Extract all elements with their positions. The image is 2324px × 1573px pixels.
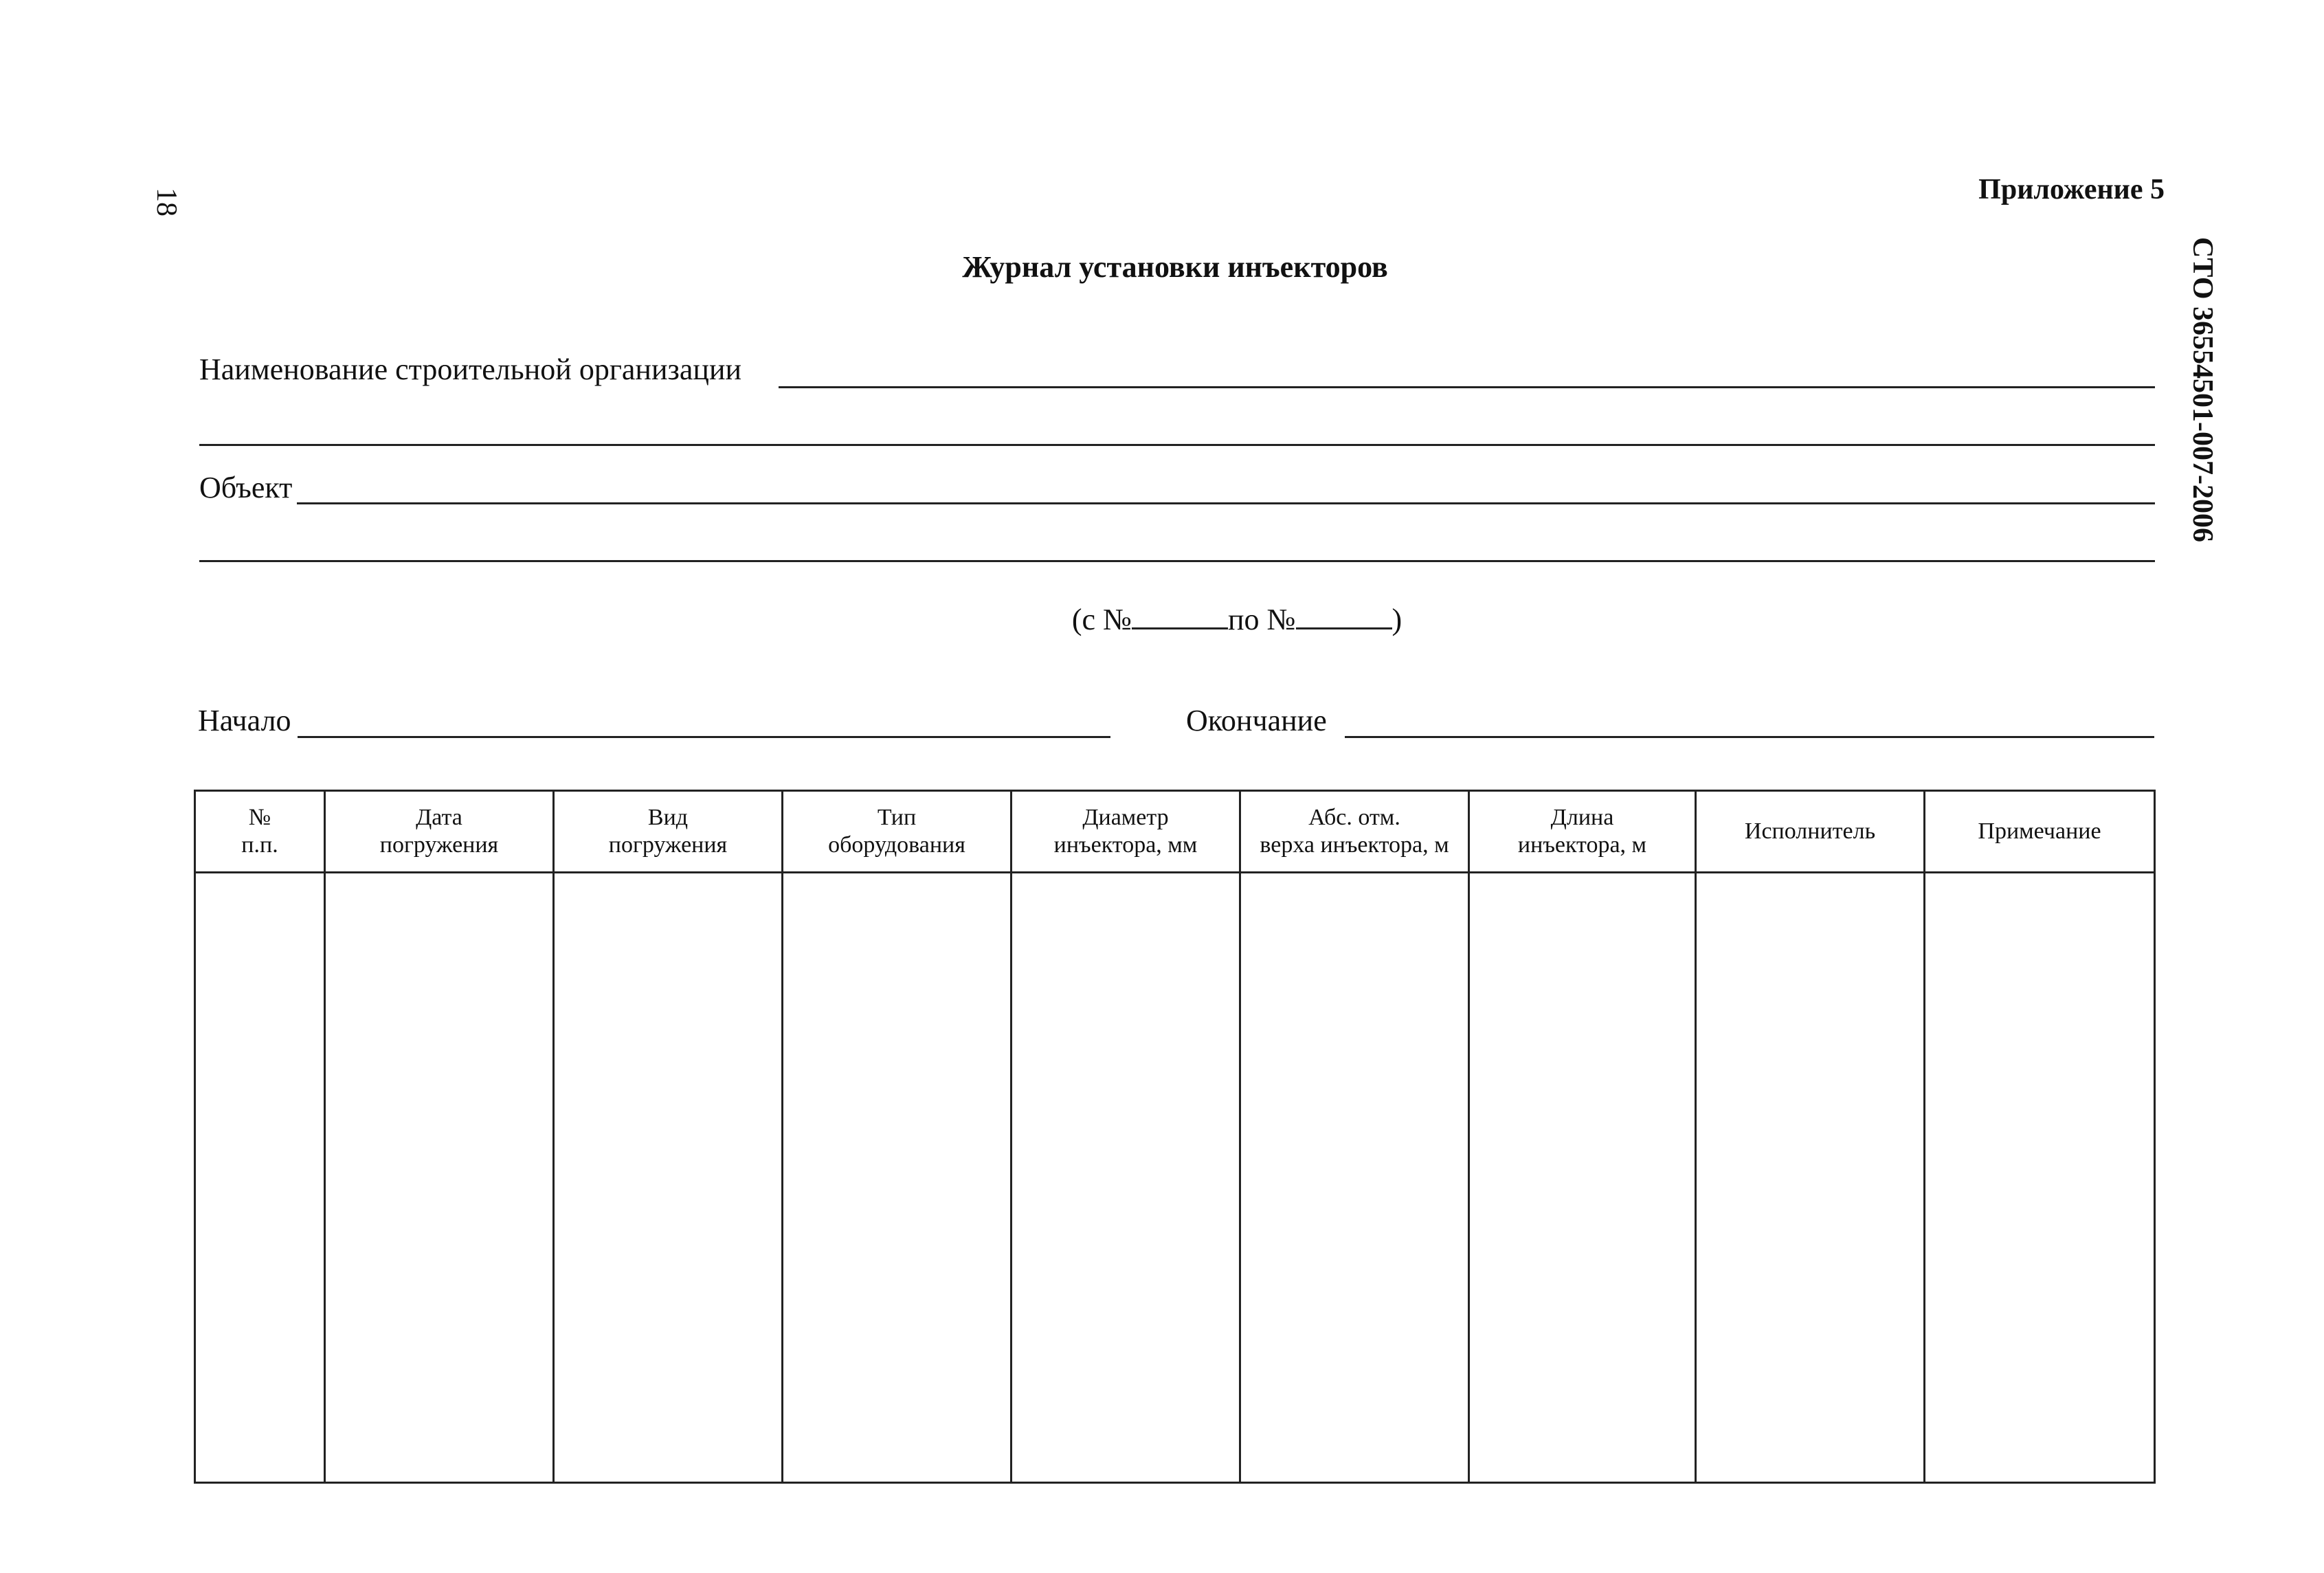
end-label: Окончание [1186, 704, 1327, 737]
document-code: СТО 36554501-007-2006 [2187, 237, 2218, 542]
col-header-length: Длина инъектора, м [1469, 791, 1696, 873]
org-name-field-continued[interactable] [199, 444, 2155, 446]
cell-method[interactable] [554, 873, 783, 1483]
col-header-elevation: Абс. отм. верха инъектора, м [1240, 791, 1469, 873]
cell-date[interactable] [325, 873, 554, 1483]
start-field[interactable] [298, 736, 1110, 738]
object-field-continued[interactable] [199, 560, 2155, 562]
range-open: (с № [1071, 603, 1132, 636]
object-field[interactable] [297, 502, 2155, 504]
col-header-diameter: Диаметр инъектора, мм [1012, 791, 1240, 873]
col-header-executor: Исполнитель [1696, 791, 1925, 873]
range-close: ) [1392, 603, 1403, 636]
cell-elevation[interactable] [1240, 873, 1469, 1483]
journal-title: Журнал установки инъекторов [962, 250, 1388, 284]
col-header-method: Вид погружения [554, 791, 783, 873]
cell-executor[interactable] [1696, 873, 1925, 1483]
number-range [756, 602, 1718, 637]
org-name-field[interactable] [779, 386, 2155, 388]
page-number: 18 [150, 188, 182, 216]
cell-length[interactable] [1469, 873, 1696, 1483]
table-header-row [195, 791, 2155, 873]
col-header-note: Примечание [1925, 791, 2155, 873]
start-label: Начало [198, 704, 291, 737]
range-middle: по № [1227, 603, 1296, 636]
col-header-equipment: Тип оборудования [783, 791, 1012, 873]
object-label: Объект [199, 471, 293, 504]
range-from-field[interactable] [1132, 627, 1228, 629]
cell-diameter[interactable] [1012, 873, 1240, 1483]
org-label: Наименование строительной организации [199, 353, 742, 386]
col-header-number: № п.п. [195, 791, 325, 873]
appendix-label: Приложение 5 [1978, 174, 2165, 205]
cell-number[interactable] [195, 873, 325, 1483]
range-to-field[interactable] [1296, 627, 1392, 629]
cell-note[interactable] [1925, 873, 2155, 1483]
table-row [195, 873, 2155, 1483]
journal-table [194, 790, 2156, 1484]
col-header-date: Дата погружения [325, 791, 554, 873]
cell-equipment[interactable] [783, 873, 1012, 1483]
end-field[interactable] [1345, 736, 2154, 738]
